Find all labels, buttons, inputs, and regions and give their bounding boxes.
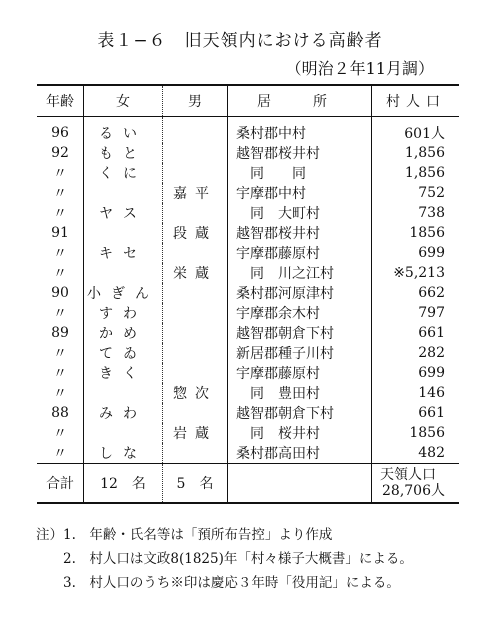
- population-cell: 146: [418, 385, 445, 401]
- table-title: 表１−６ 旧天領内における高齢者: [97, 31, 383, 51]
- female-cell: くに: [84, 163, 163, 183]
- female-cell: 小ぎん: [84, 283, 163, 303]
- age-cell: 〃: [37, 263, 84, 283]
- header-male: 男: [163, 85, 228, 117]
- table-row: [37, 143, 459, 163]
- table-row: [37, 223, 459, 243]
- table-row: [37, 163, 459, 183]
- residence-cell: 越智郡桜井村: [228, 223, 372, 243]
- table-row: [37, 403, 459, 423]
- population-cell: ※5,213: [393, 265, 445, 281]
- male-cell: [163, 243, 228, 263]
- age-cell: 〃: [37, 363, 84, 383]
- header-residence: 居 所: [228, 85, 372, 117]
- header-female: 女: [84, 85, 163, 117]
- male-cell: [163, 303, 228, 323]
- age-cell: 89: [37, 323, 84, 343]
- population-cell: 699: [418, 365, 445, 381]
- age-cell: 〃: [37, 243, 84, 263]
- residence-cell: 越智郡桜井村: [228, 143, 372, 163]
- male-cell: 嘉平: [163, 183, 228, 203]
- male-cell: [163, 363, 228, 383]
- table-row: [37, 243, 459, 263]
- age-cell: 96: [37, 117, 84, 144]
- total-row: [37, 464, 459, 504]
- residence-cell: 同 大町村: [228, 203, 372, 223]
- residence-cell: 同 川之江村: [228, 263, 372, 283]
- table-row: [37, 117, 459, 144]
- female-cell: ヤス: [84, 203, 163, 223]
- population-cell: 752: [418, 185, 445, 201]
- age-cell: 〃: [37, 343, 84, 363]
- total-population: [372, 464, 460, 504]
- header-row: [37, 85, 459, 117]
- residence-cell: 同 桜井村: [228, 423, 372, 443]
- table-row: [37, 423, 459, 443]
- population-cell: 699: [418, 245, 445, 261]
- female-cell: キセ: [84, 243, 163, 263]
- table-row: [37, 363, 459, 383]
- table-row: [37, 263, 459, 283]
- header-age: 年齢: [37, 85, 84, 117]
- residence-cell: 宇摩郡中村: [228, 183, 372, 203]
- residence-cell: 同 同: [228, 163, 372, 183]
- header-population: 村人口: [372, 85, 460, 117]
- male-cell: 段蔵: [163, 223, 228, 243]
- residence-cell: 桑村郡中村: [228, 117, 372, 144]
- total-population-value: 28,706人: [382, 483, 445, 499]
- female-cell: しな: [84, 443, 163, 464]
- residence-cell: 越智郡朝倉下村: [228, 323, 372, 343]
- male-cell: [163, 343, 228, 363]
- total-population-label: 天領人口: [380, 467, 436, 483]
- female-cell: [84, 183, 163, 203]
- male-cell: [163, 203, 228, 223]
- age-cell: 〃: [37, 423, 84, 443]
- male-cell: 栄蔵: [163, 263, 228, 283]
- age-cell: 〃: [37, 183, 84, 203]
- male-cell: [163, 443, 228, 464]
- table-subtitle: （明治２年11月調）: [285, 59, 434, 78]
- female-cell: みわ: [84, 403, 163, 423]
- age-cell: 〃: [37, 163, 84, 183]
- female-cell: [84, 383, 163, 403]
- total-male: 5 名: [163, 464, 228, 504]
- table-row: [37, 203, 459, 223]
- female-cell: [84, 223, 163, 243]
- population-cell: 601人: [404, 126, 445, 142]
- female-cell: てゐ: [84, 343, 163, 363]
- female-cell: すわ: [84, 303, 163, 323]
- note-3: 3. 村人口のうち※印は慶応３年時「役用記」による。: [36, 575, 400, 591]
- residence-cell: 新居郡種子川村: [228, 343, 372, 363]
- population-cell: 282: [418, 345, 445, 361]
- female-cell: きく: [84, 363, 163, 383]
- female-cell: [84, 263, 163, 283]
- male-cell: 惣次: [163, 383, 228, 403]
- age-cell: 88: [37, 403, 84, 423]
- note-2: 2. 村人口は文政8(1825)年「村々様子大概書」による。: [36, 551, 413, 567]
- age-cell: 〃: [37, 303, 84, 323]
- table-row: [37, 343, 459, 363]
- total-residence-empty: [228, 464, 372, 504]
- female-cell: るい: [84, 117, 163, 144]
- age-cell: 92: [37, 143, 84, 163]
- male-cell: [163, 163, 228, 183]
- residence-cell: 桑村郡河原津村: [228, 283, 372, 303]
- age-cell: 〃: [37, 443, 84, 464]
- population-cell: 1856: [409, 225, 445, 241]
- table-row: [37, 183, 459, 203]
- population-cell: 661: [418, 325, 445, 341]
- male-cell: [163, 323, 228, 343]
- table-row: [37, 323, 459, 343]
- population-cell: 738: [418, 205, 445, 221]
- residence-cell: 同 豊田村: [228, 383, 372, 403]
- age-cell: 90: [37, 283, 84, 303]
- male-cell: [163, 143, 228, 163]
- table-row: [37, 443, 459, 464]
- male-cell: 岩蔵: [163, 423, 228, 443]
- residence-cell: 宇摩郡余木村: [228, 303, 372, 323]
- total-female: 12 名: [84, 464, 163, 504]
- female-cell: かめ: [84, 323, 163, 343]
- population-cell: 1856: [409, 425, 445, 441]
- age-cell: 〃: [37, 203, 84, 223]
- age-cell: 91: [37, 223, 84, 243]
- population-cell: 1,856: [404, 145, 445, 161]
- residence-cell: 桑村郡高田村: [228, 443, 372, 464]
- male-cell: [163, 403, 228, 423]
- residence-cell: 越智郡朝倉下村: [228, 403, 372, 423]
- age-cell: 〃: [37, 383, 84, 403]
- male-cell: [163, 283, 228, 303]
- table-row: [37, 283, 459, 303]
- population-cell: 482: [418, 445, 445, 461]
- female-cell: もと: [84, 143, 163, 163]
- notes: [36, 523, 413, 595]
- residence-cell: 宇摩郡藤原村: [228, 363, 372, 383]
- table-row: [37, 383, 459, 403]
- table-row: [37, 303, 459, 323]
- female-cell: [84, 423, 163, 443]
- residence-cell: 宇摩郡藤原村: [228, 243, 372, 263]
- male-cell: [163, 117, 228, 144]
- population-cell: 662: [418, 285, 445, 301]
- population-cell: 797: [418, 305, 445, 321]
- population-cell: 1,856: [404, 165, 445, 181]
- note-1: 注）1. 年齢・氏名等は「預所布告控」より作成: [36, 527, 333, 543]
- population-cell: 661: [418, 405, 445, 421]
- total-label: 合計: [37, 464, 84, 504]
- elderly-table: [37, 84, 459, 504]
